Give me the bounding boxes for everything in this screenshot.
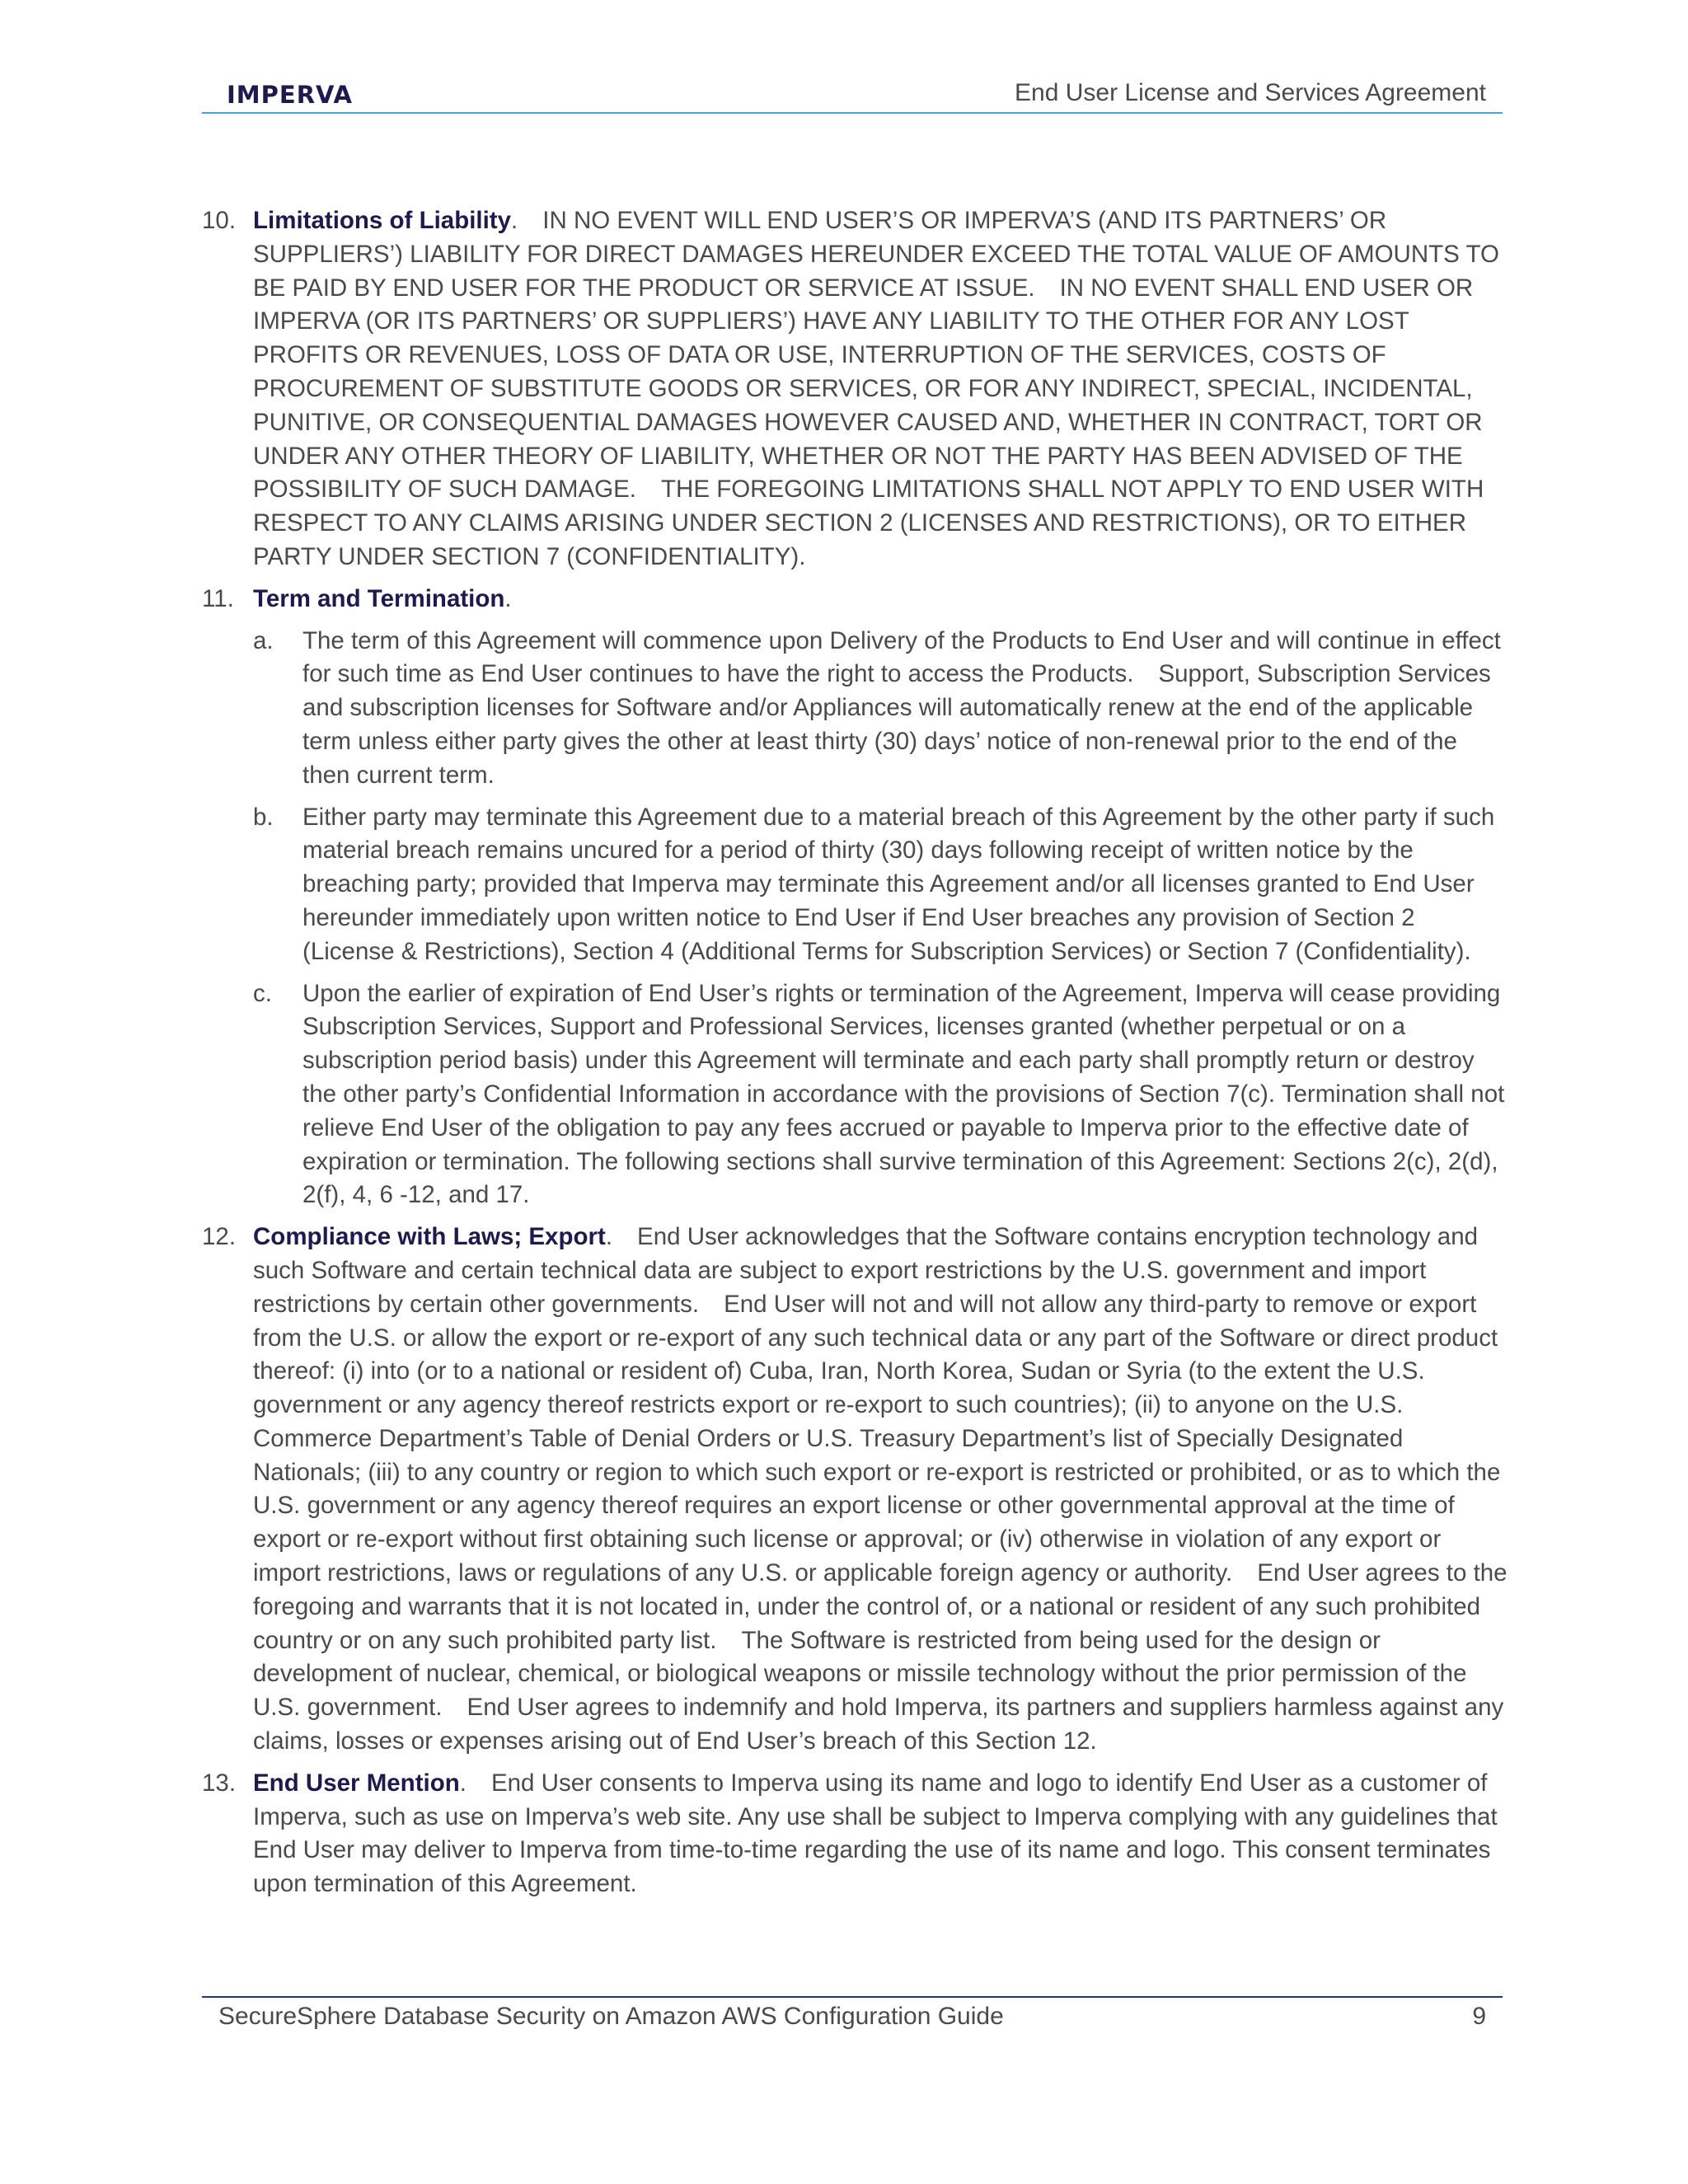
page-header (202, 74, 1503, 114)
subsection-letter: c. (253, 979, 272, 1007)
section-text: End User will not and will not allow any third-party to remove or export from the U.S. or allow the export or re-export of any such technical data or any part of the Software or direct product thereof: (i) into (or to a national or resident of) Cuba, Iran, North Korea, Sudan or Syria (to the extent the U.S. government or any agency thereof restricts export or re-export to such countries); (ii) to anyone on the U.S. Commerce Department’s Table of Denial Orders or U.S. Treasury Department’s list of Specially Designated Nationals; (iii) to any country or region to which such export or re-export is restricted or prohibited, or as to which the U.S. government or any agency thereof requires an export license or other governmental approval at the time of export or re-export without first obtaining such license or approval; or (iv) otherwise in violation of any export or import restrictions, laws or regulations of any U.S. or applicable foreign agency or authority. (253, 1290, 1501, 1587)
heading-period: . (459, 1769, 467, 1797)
section-number: 12. (202, 1223, 237, 1251)
heading-period: . (605, 1223, 613, 1251)
header-divider (202, 112, 1503, 114)
page-number: 9 (1472, 2003, 1486, 2030)
subsection-b (253, 801, 1511, 969)
section-text: End User acknowledges that the Software contains encryption technology and such Software and certain technical data are subject to export restrictions by the U.S. government and import restrictions by certain other governments. (253, 1223, 1479, 1318)
subsection-text: Support, Subscription Services and subscription licenses for Software and/or Appliances will automatically renew at the end of the applicable term unless either party gives the other at least thirty (30) days’ notice of non-renewal prior to the end of the then current term. (302, 660, 1491, 789)
subsection-c (253, 977, 1511, 1213)
subsection-letter: b. (253, 803, 274, 831)
section-12 (202, 1221, 1511, 1759)
subsection-text: Either party may terminate this Agreement due to a material breach of this Agreement by the other party if such material breach remains uncured for a period of thirty (30) days following receipt of written notice by the breaching party; provided that Imperva may terminate this Agreement and/or all licenses granted to End User hereunder immediately upon written notice to End User if End User breaches any provision of Section 2 (License & Restrictions), Section 4 (Additional Terms for Subscription Services) or Section 7 (Confidentiality). (302, 803, 1495, 965)
section-number: 13. (202, 1769, 237, 1797)
section-text: End User agrees to the foregoing and warrants that it is not located in, under the control of, or a national or resident of any such prohibited country or on any such prohibited party list. (253, 1559, 1507, 1654)
subsection-a (253, 625, 1511, 793)
section-text: End User consents to Imperva using its name and logo to identify End User as a customer of Imperva, such as use on Imperva’s web site. Any use shall be subject to Imperva complying with any guidelines that End User may deliver to Imperva from time-to-time regarding the use of its name and logo. This consent terminates upon termination of this Agreement. (253, 1769, 1498, 1898)
heading-period: . (504, 584, 512, 612)
heading-period: . (511, 207, 518, 234)
section-text: End User agrees to indemnify and hold Imperva, its partners and suppliers harmless against any claims, losses or expenses arising out of End User’s breach of this Section 12. (253, 1694, 1504, 1755)
section-number: 11. (202, 584, 234, 612)
footer-title: SecureSphere Database Security on Amazon AWS Configuration Guide (218, 2003, 1004, 2030)
subsection-text: The term of this Agreement will commence upon Delivery of the Products to End User and will continue in effect for such time as End User continues to have the right to access the Products. (302, 626, 1501, 688)
footer-divider (202, 1996, 1503, 1998)
section-heading: Term and Termination (253, 584, 505, 612)
subsection-text: Upon the earlier of expiration of End User’s rights or termination of the Agreement, Imperva will cease providing Subscription Services, Support and Professional Services, licenses granted (whether perpetual or on a subscription period basis) under this Agreement will terminate and each party shall promptly return or destroy the other party’s Confidential Information in accordance with the provisions of Section 7(c). Termination shall not relieve End User of the obligation to pay any fees accrued or payable to Imperva prior to the effective date of expiration or termination. The following sections shall survive termination of this Agreement: Sections 2(c), 2(d), 2(f), 4, 6 -12, and 17. (302, 979, 1505, 1209)
section-text: IN NO EVENT SHALL END USER OR IMPERVA (OR ITS PARTNERS’ OR SUPPLIERS’) HAVE ANY LIABILITY TO THE OTHER FOR ANY LOST PROFITS OR REVENUES, LOSS OF DATA OR USE, INTERRUPTION OF THE SERVICES, COSTS OF PROCUREMENT OF SUBSTITUTE GOODS OR SERVICES, OR FOR ANY INDIRECT, SPECIAL, INCIDENTAL, PUNITIVE, OR CONSEQUENTIAL DAMAGES HOWEVER CAUSED AND, WHETHER IN CONTRACT, TORT OR UNDER ANY OTHER THEORY OF LIABILITY, WHETHER OR NOT THE PARTY HAS BEEN ADVISED OF THE POSSIBILITY OF SUCH DAMAGE. (253, 274, 1483, 504)
section-text: THE FOREGOING LIMITATIONS SHALL NOT APPLY TO END USER WITH RESPECT TO ANY CLAIMS ARISING UNDER SECTION 2 (LICENSES AND RESTRICTIONS), OR TO EITHER PARTY UNDER SECTION 7 (CONFIDENTIALITY). (253, 476, 1484, 570)
imperva-logo: IMPERVA (227, 81, 353, 109)
section-heading: End User Mention (253, 1769, 460, 1797)
section-10 (202, 204, 1511, 574)
section-text: The Software is restricted from being used for the design or development of nuclear, chemical, or biological weapons or missile technology without the prior permission of the U.S. government. (253, 1626, 1467, 1722)
page-footer (202, 1996, 1503, 2046)
section-text: IN NO EVENT WILL END USER’S OR IMPERVA’S (AND ITS PARTNERS’ OR SUPPLIERS’) LIABILITY FOR DIRECT DAMAGES HEREUNDER EXCEED THE TOTAL VALUE OF AMOUNTS TO BE PAID BY END USER FOR THE PRODUCT OR SERVICE AT ISSUE. (253, 207, 1499, 302)
section-heading: Limitations of Liability (253, 207, 512, 234)
section-number: 10. (202, 207, 237, 234)
header-title: End User License and Services Agreement (1015, 79, 1486, 106)
section-heading: Compliance with Laws; Export (253, 1223, 606, 1251)
section-11 (202, 583, 1511, 1212)
section-13 (202, 1767, 1511, 1901)
subsection-letter: a. (253, 626, 274, 654)
document-body (202, 204, 1511, 1910)
